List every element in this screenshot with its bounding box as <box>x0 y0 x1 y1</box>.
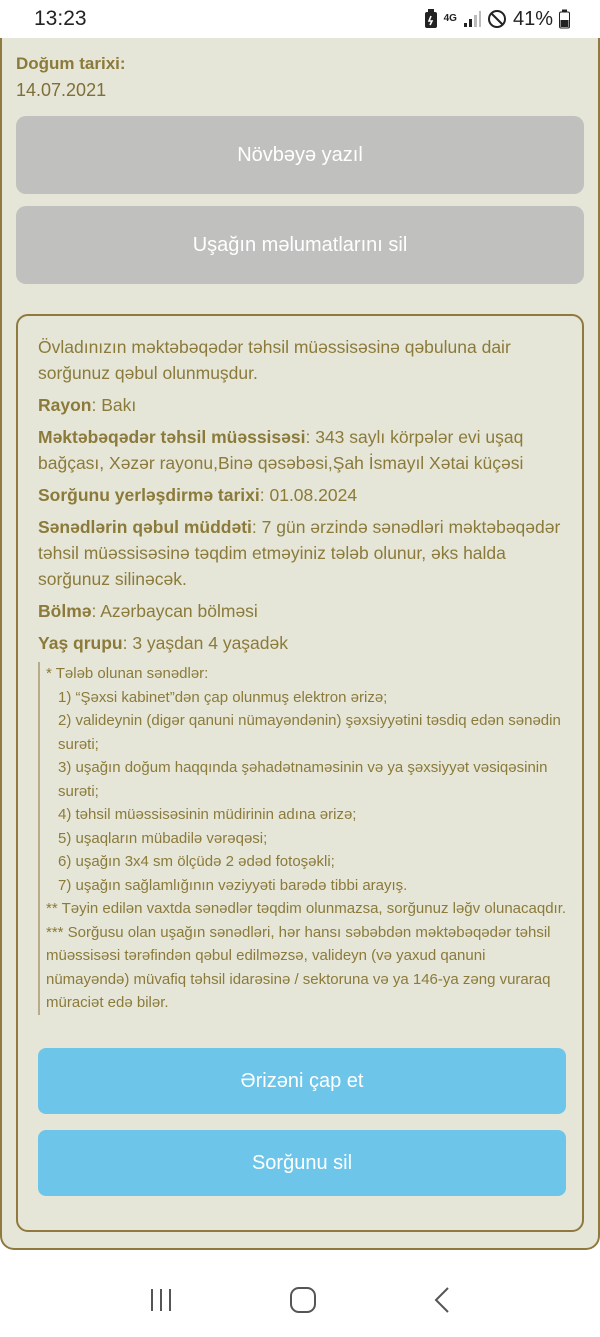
delete-request-button[interactable]: Sorğunu sil <box>38 1130 566 1196</box>
signal-icon <box>463 10 481 28</box>
document-item: 7) uşağın sağlamlığının vəziyyəti barədə tibbi arayış. <box>58 876 408 894</box>
placement-date-value: : 01.08.2024 <box>259 485 358 505</box>
battery-icon <box>559 9 570 29</box>
request-card <box>16 314 584 1232</box>
document-item: 6) uşağın 3x4 sm ölçüdə 2 ədəd fotoşəkli; <box>58 853 335 870</box>
rayon-label: Rayon <box>38 395 92 415</box>
deadline-row <box>38 514 568 592</box>
deadline-value: : 7 gün ərzində sənədləri məktəbəqədər təhsil müəssisəsinə təqdim etməyiniz tələb olunur, əks halda sorğunuz silinəcək. <box>38 517 561 589</box>
age-group-value: : 3 yaşdan 4 yaşadək <box>122 633 288 653</box>
print-application-button[interactable]: Ərizəni çap et <box>38 1048 566 1114</box>
dob-label: Doğum tarixi: <box>16 54 126 73</box>
age-group-label: Yaş qrupu <box>38 633 123 653</box>
request-intro: Övladınızın məktəbəqədər təhsil müəssisəsinə qəbuluna dair sorğunuz qəbul olunmuşdur. <box>38 337 511 383</box>
status-bar <box>0 0 600 38</box>
appeal-note: *** Sorğusu olan uşağın sənədləri, hər hansı səbəbdən məktəbəqədər təhsil müəssisəsi tərəfindən qəbul edilməzsə, valideyn (və yaxud qanuni nümayəndə) müvafiq təhsil idarəsinə / sektoruna və ya 146-ya zəng vuraraq müraciət edə bilər. <box>46 923 551 1011</box>
home-icon[interactable] <box>289 1286 317 1314</box>
required-documents-notes <box>38 662 568 1015</box>
network-type: 4G <box>443 13 457 24</box>
app-content <box>0 38 600 1250</box>
placement-date-row <box>38 482 568 508</box>
document-item: 1) “Şəxsi kabinet”dən çap olunmuş elektron ərizə; <box>58 688 388 706</box>
enqueue-button[interactable]: Növbəyə yazıl <box>16 116 584 194</box>
request-details <box>38 334 568 1015</box>
battery-percent: 41% <box>512 7 553 30</box>
back-icon[interactable] <box>432 1286 452 1314</box>
recent-apps-icon[interactable] <box>148 1287 174 1313</box>
placement-date-label: Sorğunu yerləşdirmə tarixi <box>38 485 260 505</box>
section-value: : Azərbaycan bölməsi <box>91 601 258 621</box>
document-item: 4) təhsil müəssisəsinin müdirinin adına ərizə; <box>58 806 357 823</box>
rayon-row <box>38 392 568 418</box>
document-item: 5) uşaqların mübadilə vərəqəsi; <box>58 829 268 847</box>
system-nav-bar <box>0 1262 600 1337</box>
status-time: 13:23 <box>34 7 87 30</box>
delete-child-data-button[interactable]: Uşağın məlumatlarını sil <box>16 206 584 284</box>
do-not-disturb-icon <box>487 9 507 29</box>
rayon-value: : Bakı <box>91 395 137 415</box>
document-item: 3) uşağın doğum haqqında şəhadətnaməsinin və ya şəxsiyyət vəsiqəsinin surəti; <box>58 759 548 800</box>
dob-value: 14.07.2021 <box>16 80 107 100</box>
document-item: 2) valideynin (digər qanuni nümayəndənin) şəxsiyyətini təsdiq edən sənədin surəti; <box>58 712 561 753</box>
cancellation-note: ** Təyin edilən vaxtda sənədlər təqdim olunmazsa, sorğunuz ləğv olunacaqdır. <box>46 900 567 917</box>
section-label: Bölmə <box>38 601 92 621</box>
notes-heading: * Tələb olunan sənədlər: <box>46 665 209 682</box>
institution-row <box>38 424 568 476</box>
institution-label: Məktəbəqədər təhsil müəssisəsi <box>38 427 306 447</box>
deadline-label: Sənədlərin qəbul müddəti <box>38 517 252 537</box>
status-icons <box>424 8 570 31</box>
age-group-row <box>38 630 568 656</box>
section-row <box>38 598 568 624</box>
institution-value: : 343 saylı körpələr evi uşaq bağçası, Xəzər rayonu,Binə qəsəbəsi,Şah İsmayıl Xətai küçəsi <box>38 427 524 473</box>
battery-saver-icon <box>424 9 438 29</box>
